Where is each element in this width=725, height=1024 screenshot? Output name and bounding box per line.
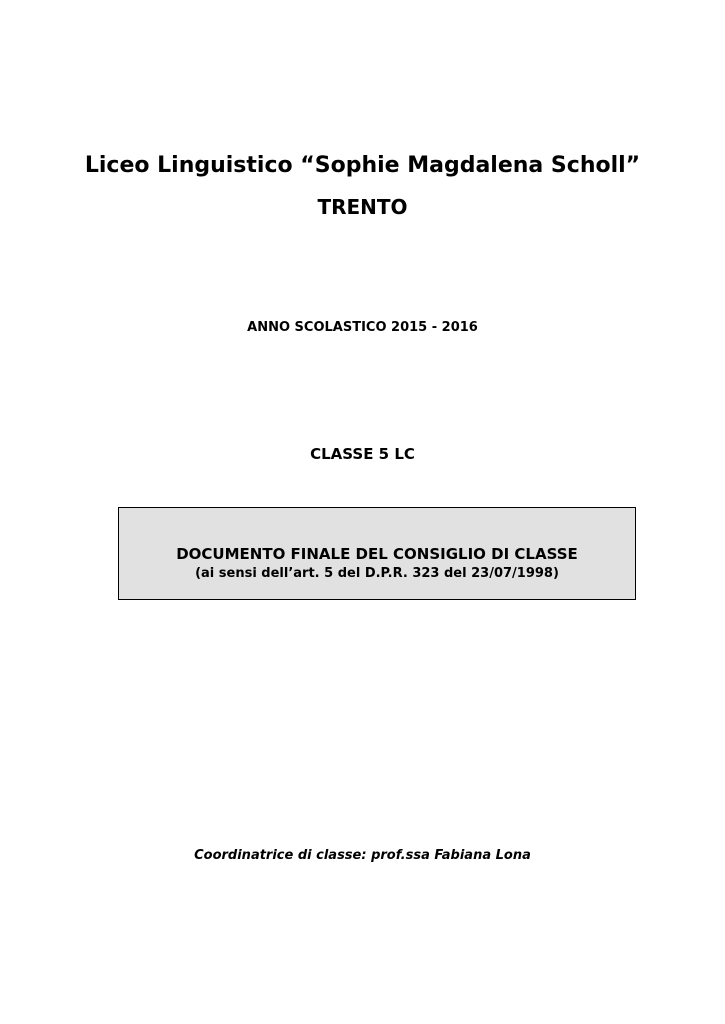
document-title-box — [118, 507, 636, 600]
city-heading: TRENTO — [317, 195, 408, 219]
school-year-label: ANNO SCOLASTICO 2015 - 2016 — [247, 320, 478, 335]
document-subtitle: (ai sensi dell’art. 5 del D.P.R. 323 del 23/07/1998) — [195, 566, 559, 581]
school-name-heading: Liceo Linguistico “Sophie Magdalena Scholl” — [84, 153, 641, 178]
class-name-label: CLASSE 5 LC — [310, 445, 415, 463]
document-title: DOCUMENTO FINALE DEL CONSIGLIO DI CLASSE — [176, 545, 578, 563]
coordinator-line: Coordinatrice di classe: prof.ssa Fabiana Lona — [194, 848, 531, 863]
